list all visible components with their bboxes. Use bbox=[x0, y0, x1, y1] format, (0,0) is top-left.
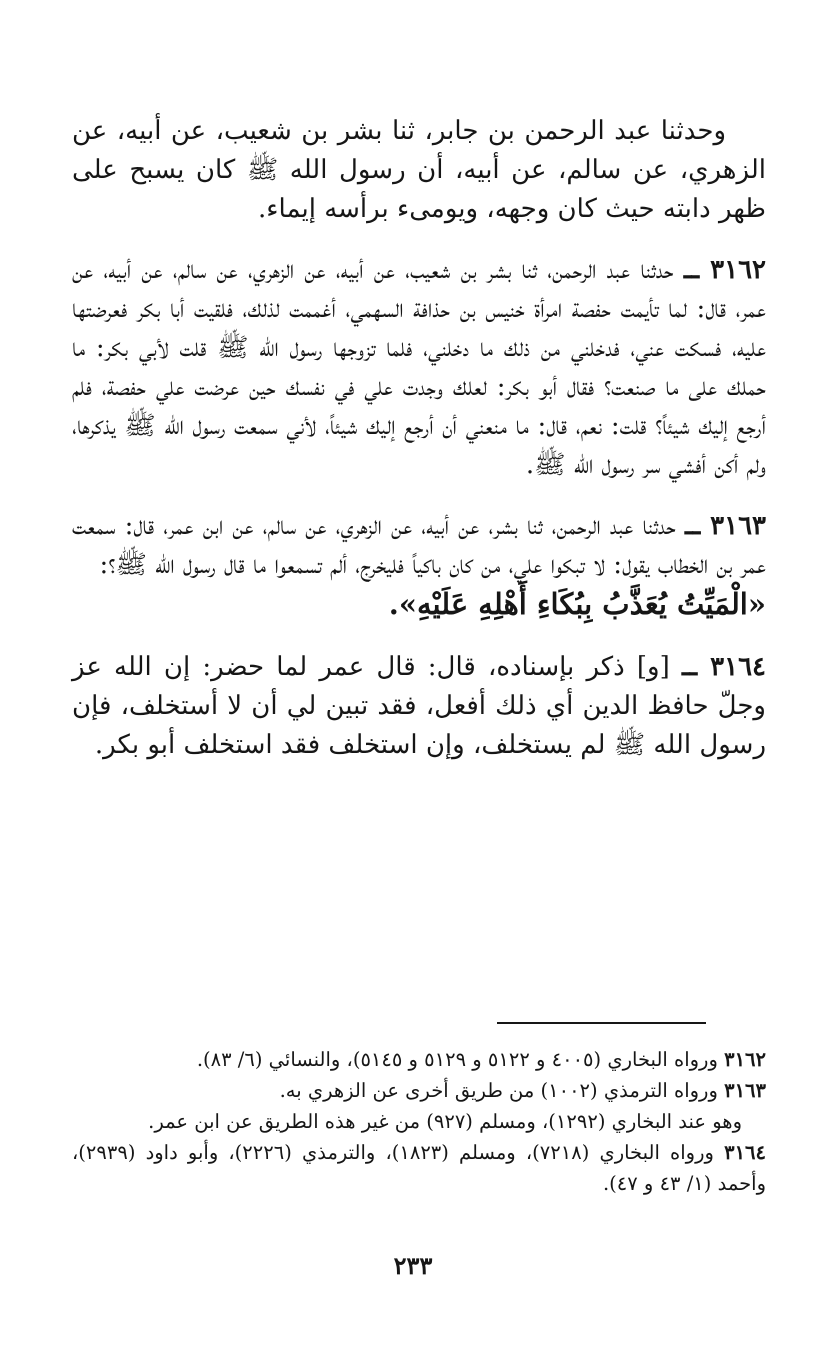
hadith-number: ٣١٦٢ ــ bbox=[683, 255, 766, 285]
hadith-text: حدثنا عبد الرحمن، ثنا بشر، عن أبيه، عن الزهري، عن سالم، عن ابن عمر، قال: سمعت عمر بن الخطاب يقول: لا تبكوا علي، من كان باكياً فليخرج، ألم تسمعوا ما قال رسول الله ﷺ؟: bbox=[72, 511, 766, 580]
hadith-3163 bbox=[72, 507, 766, 626]
footnote-number: ٣١٦٤ bbox=[724, 1141, 766, 1164]
hadith-text: [و] ذكر بإسناده، قال: قال عمر لما حضر: إن الله عز وجلّ حافظ الدين أي ذلك أفعل، فقد تبين لي أن لا أستخلف، فإن رسول الله ﷺ لم يستخلف، وإن استخلف فقد استخلف أبو بكر. bbox=[72, 652, 766, 760]
footnote-number: ٣١٦٣ bbox=[724, 1079, 766, 1102]
paragraph-continuation bbox=[72, 112, 766, 229]
footnote-separator bbox=[497, 1022, 706, 1024]
main-text bbox=[72, 112, 766, 765]
prophetic-quote: «الْمَيِّتُ يُعَذَّبُ بِبُكَاءِ أَهْلِهِ عَلَيْهِ». bbox=[388, 587, 766, 621]
hadith-number: ٣١٦٣ ــ bbox=[684, 511, 766, 541]
footnote-3163 bbox=[72, 1075, 766, 1106]
hadith-3164 bbox=[72, 648, 766, 765]
footnote-3163-continuation bbox=[72, 1106, 766, 1137]
page-number: ٢٣٣ bbox=[393, 1251, 433, 1280]
footnote-3162 bbox=[72, 1044, 766, 1075]
paragraph-text: وحدثنا عبد الرحمن بن جابر، ثنا بشر بن شعيب، عن أبيه، عن الزهري، عن سالم، عن أبيه، أن رسول الله ﷺ كان يسبح على ظهر دابته حيث كان وجهه، ويومىء برأسه إيماء. bbox=[72, 116, 766, 224]
hadith-text: حدثنا عبد الرحمن، ثنا بشر بن شعيب، عن أبيه، عن الزهري، عن سالم، عن أبيه، عن عمر، قال: لما تأيمت حفصة امرأة خنيس بن حذافة السهمي، أغممت لذلك، فلقيت أبا بكر فعرضتها عليه، فسكت عني، فدخلني من ذلك ما دخلني، فلما تزوجها رسول الله ﷺ قلت لأبي بكر: ما حملك على ما صنعت؟ فقال أبو بكر: لعلك وجدت علي في نفسك حين عرضت علي حفصة، فلم أرجع إليك شيئاً؟ قلت: نعم، قال: ما منعني أن أرجع إليك شيئاً، لأني سمعت رسول الله ﷺ يذكرها، ولم أكن أفشي سر رسول الله ﷺ. bbox=[72, 255, 766, 480]
footnote-text: ورواه الترمذي (١٠٠٢) من طريق أخرى عن الزهري به. bbox=[279, 1079, 718, 1102]
hadith-3162 bbox=[72, 251, 766, 485]
hadith-number: ٣١٦٤ ــ bbox=[681, 652, 766, 682]
footnote-text: ورواه البخاري (٧٢١٨)، ومسلم (١٨٢٣)، والترمذي (٢٢٢٦)، وأبو داود (٢٩٣٩)، وأحمد (١/ ٤٣ و ٤٧). bbox=[72, 1141, 766, 1195]
footnote-text: ورواه البخاري (٤٠٠٥ و ٥١٢٢ و ٥١٢٩ و ٥١٤٥)، والنسائي (٦/ ٨٣). bbox=[196, 1048, 718, 1071]
footnote-number: ٣١٦٢ bbox=[724, 1048, 766, 1071]
footnote-text: وهو عند البخاري (١٢٩٢)، ومسلم (٩٢٧) من غير هذه الطريق عن ابن عمر. bbox=[148, 1110, 742, 1133]
footnotes bbox=[72, 1044, 766, 1199]
footnote-3164 bbox=[72, 1137, 766, 1199]
